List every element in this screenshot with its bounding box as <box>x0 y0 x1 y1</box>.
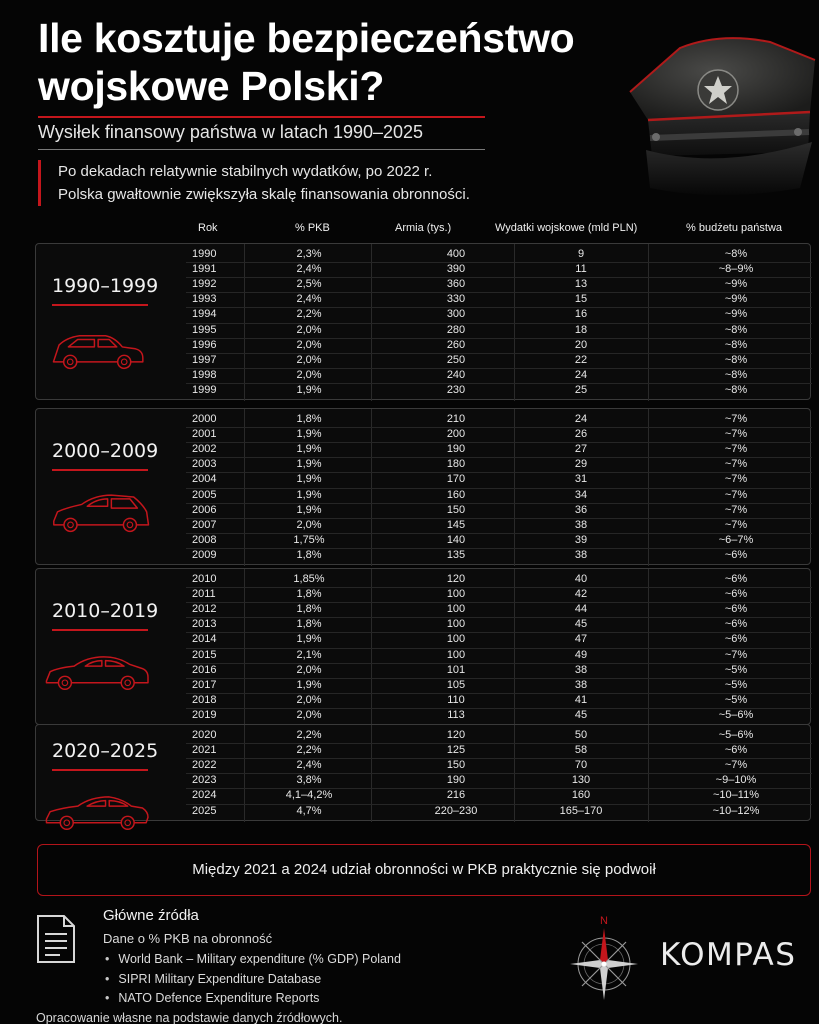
army-cell: 220–230 <box>434 804 478 817</box>
budget-cell: ~5% <box>724 693 748 706</box>
pkb-cell: 1,75% <box>293 533 325 546</box>
table-row <box>186 548 812 563</box>
decade-underline <box>52 469 148 471</box>
table-row <box>186 587 812 602</box>
year-cell: 2014 <box>192 633 217 646</box>
army-cell: 120 <box>446 729 466 741</box>
budget-cell: ~6% <box>724 744 748 757</box>
spending-cell: 15 <box>574 293 588 306</box>
table-row <box>186 617 812 632</box>
source-item: • World Bank – Military expenditure (% GDP) Poland <box>103 950 401 970</box>
pkb-cell: 1,9% <box>296 428 322 441</box>
document-icon <box>36 914 76 964</box>
pkb-cell: 1,9% <box>296 383 322 396</box>
budget-cell: ~7% <box>724 503 748 516</box>
spending-cell: 50 <box>574 729 588 741</box>
table-row <box>186 743 812 758</box>
year-cell: 1997 <box>192 353 217 366</box>
pkb-cell: 1,9% <box>296 473 322 486</box>
pkb-cell: 2,0% <box>296 518 322 531</box>
car-outline-icon <box>42 784 158 832</box>
pkb-cell: 2,0% <box>296 693 322 706</box>
table-row <box>186 758 812 773</box>
decade-label: 1990–1999 <box>52 274 159 297</box>
year-cell: 2007 <box>192 518 217 531</box>
car-outline-icon <box>48 319 152 373</box>
sources-subtitle: Dane o % PKB na obronność <box>103 931 273 946</box>
year-cell: 2021 <box>192 744 217 757</box>
army-cell: 101 <box>446 663 466 676</box>
spending-cell: 130 <box>571 774 591 787</box>
table-row <box>186 307 812 322</box>
year-cell: 1995 <box>192 323 217 336</box>
year-cell: 1993 <box>192 293 217 306</box>
table-row <box>186 412 812 427</box>
year-cell: 2020 <box>192 729 217 741</box>
spending-cell: 11 <box>575 263 587 276</box>
page-subtitle: Wysiłek finansowy państwa w latach 1990–2025 <box>38 122 424 142</box>
army-cell: 180 <box>446 458 466 471</box>
compass-icon <box>568 912 640 1002</box>
pkb-cell: 1,8% <box>296 548 322 561</box>
army-cell: 110 <box>447 693 465 706</box>
year-cell: 2002 <box>192 443 217 456</box>
budget-cell: ~6% <box>724 573 748 585</box>
budget-cell: ~8% <box>724 368 748 381</box>
budget-cell: ~8–9% <box>718 263 754 276</box>
budget-cell: ~9–10% <box>715 774 757 787</box>
army-cell: 230 <box>446 383 466 396</box>
army-cell: 145 <box>446 518 466 531</box>
table-row <box>186 533 812 548</box>
year-cell: 2017 <box>192 678 217 691</box>
spending-cell: 58 <box>574 744 588 757</box>
spending-cell: 160 <box>571 789 591 802</box>
decade-panel <box>35 243 811 400</box>
pkb-cell: 2,0% <box>296 353 322 366</box>
table-row <box>186 383 812 398</box>
intro-line1: Po dekadach relatywnie stabilnych wydatków, po 2022 r. <box>58 163 433 180</box>
car-outline-icon <box>48 484 158 536</box>
spending-cell: 45 <box>574 618 588 631</box>
budget-cell: ~5% <box>724 678 748 691</box>
pkb-cell: 1,9% <box>296 488 322 501</box>
brand-name: KOMPAS <box>660 937 797 973</box>
year-cell: 2004 <box>192 473 217 486</box>
decade-label: 2000–2009 <box>52 439 159 462</box>
year-cell: 2024 <box>192 789 217 802</box>
pkb-cell: 1,8% <box>296 413 322 425</box>
spending-cell: 22 <box>574 353 588 366</box>
army-cell: 300 <box>446 308 466 321</box>
army-cell: 390 <box>446 263 466 276</box>
table-row <box>186 693 812 708</box>
pkb-cell: 1,9% <box>296 503 322 516</box>
spending-cell: 45 <box>574 708 588 721</box>
army-cell: 150 <box>446 503 466 516</box>
budget-cell: ~6% <box>724 548 748 561</box>
spending-cell: 39 <box>574 533 588 546</box>
intro-text <box>58 160 470 206</box>
budget-cell: ~7% <box>724 759 748 772</box>
budget-cell: ~7% <box>724 428 748 441</box>
year-cell: 1994 <box>192 308 217 321</box>
table-row <box>186 678 812 693</box>
army-cell: 100 <box>446 588 466 601</box>
budget-cell: ~5–6% <box>718 729 754 741</box>
source-item: • NATO Defence Expenditure Reports <box>103 989 401 1009</box>
spending-cell: 47 <box>574 633 588 646</box>
budget-cell: ~7% <box>724 473 748 486</box>
army-cell: 160 <box>446 488 466 501</box>
pkb-cell: 1,9% <box>296 443 322 456</box>
decade-underline <box>52 304 148 306</box>
budget-cell: ~10–12% <box>712 804 760 817</box>
army-cell: 105 <box>446 678 466 691</box>
car-outline-icon <box>42 644 158 692</box>
budget-cell: ~6% <box>724 603 748 616</box>
pkb-cell: 1,9% <box>296 458 322 471</box>
budget-cell: ~7% <box>724 443 748 456</box>
budget-cell: ~6–7% <box>718 533 754 546</box>
army-cell: 360 <box>446 278 466 291</box>
budget-cell: ~10–11% <box>713 789 759 802</box>
pkb-cell: 2,5% <box>296 278 322 291</box>
table-header <box>0 222 819 238</box>
budget-cell: ~8% <box>724 248 748 260</box>
budget-cell: ~7% <box>724 518 748 531</box>
spending-cell: 24 <box>574 368 588 381</box>
year-cell: 2009 <box>192 548 217 561</box>
spending-cell: 34 <box>574 488 588 501</box>
pkb-cell: 2,3% <box>296 248 322 260</box>
decade-rows <box>186 409 812 566</box>
budget-cell: ~7% <box>724 648 748 661</box>
pkb-cell: 1,8% <box>296 588 322 601</box>
army-cell: 280 <box>446 323 466 336</box>
army-cell: 135 <box>446 548 466 561</box>
spending-cell: 18 <box>574 323 588 336</box>
spending-cell: 41 <box>574 693 588 706</box>
header-armia: Armia (tys.) <box>395 222 452 234</box>
pkb-cell: 1,85% <box>293 573 325 585</box>
pkb-cell: 1,9% <box>296 633 322 646</box>
table-row <box>186 247 812 262</box>
budget-cell: ~9% <box>724 308 748 321</box>
table-row <box>186 788 812 803</box>
budget-cell: ~5–6% <box>718 708 754 721</box>
year-cell: 2022 <box>192 759 217 772</box>
title-underline <box>38 116 485 118</box>
budget-cell: ~6% <box>724 618 748 631</box>
header-pkb: % PKB <box>295 222 330 234</box>
spending-cell: 44 <box>574 603 588 616</box>
table-row <box>186 292 812 307</box>
pkb-cell: 1,9% <box>296 678 322 691</box>
army-cell: 100 <box>446 618 466 631</box>
year-cell: 1998 <box>192 368 217 381</box>
army-cell: 120 <box>446 573 466 585</box>
budget-cell: ~6% <box>724 588 748 601</box>
spending-cell: 13 <box>574 278 588 291</box>
year-cell: 2012 <box>192 603 217 616</box>
spending-cell: 42 <box>574 588 588 601</box>
table-row <box>186 663 812 678</box>
year-cell: 1999 <box>192 383 217 396</box>
army-cell: 150 <box>446 759 466 772</box>
army-cell: 190 <box>446 443 466 456</box>
decade-rows <box>186 569 812 726</box>
table-row <box>186 427 812 442</box>
page-title-line1: Ile kosztuje bezpieczeństwo <box>38 15 575 61</box>
page-title-line2: wojskowe Polski? <box>38 63 385 109</box>
header-wydatki: Wydatki wojskowe (mld PLN) <box>495 222 638 234</box>
table-row <box>186 442 812 457</box>
spending-cell: 29 <box>574 458 588 471</box>
pkb-cell: 2,0% <box>296 708 322 721</box>
pkb-cell: 2,4% <box>296 263 322 276</box>
subtitle-underline <box>38 149 485 150</box>
army-cell: 125 <box>446 744 466 757</box>
decade-panel <box>35 568 811 725</box>
table-row <box>186 338 812 353</box>
spending-cell: 25 <box>574 383 588 396</box>
army-cell: 113 <box>447 708 465 721</box>
spending-cell: 38 <box>574 678 588 691</box>
budget-cell: ~9% <box>724 278 748 291</box>
table-row <box>186 602 812 617</box>
spending-cell: 70 <box>574 759 588 772</box>
pkb-cell: 3,8% <box>296 774 322 787</box>
spending-cell: 36 <box>574 503 588 516</box>
pkb-cell: 2,0% <box>296 338 322 351</box>
year-cell: 1992 <box>192 278 217 291</box>
table-row <box>186 488 812 503</box>
decade-panel <box>35 408 811 565</box>
pkb-cell: 2,2% <box>296 729 322 741</box>
army-cell: 216 <box>446 789 466 802</box>
year-cell: 2025 <box>192 804 217 817</box>
year-cell: 2011 <box>192 588 216 601</box>
pkb-cell: 1,8% <box>296 618 322 631</box>
decade-rows <box>186 725 812 822</box>
army-cell: 330 <box>446 293 466 306</box>
table-row <box>186 457 812 472</box>
spending-cell: 38 <box>574 663 588 676</box>
budget-cell: ~7% <box>724 488 748 501</box>
pkb-cell: 4,7% <box>296 804 322 817</box>
pkb-cell: 1,8% <box>296 603 322 616</box>
highlight-box: Między 2021 a 2024 udział obronności w PKB praktycznie się podwoił <box>37 844 811 896</box>
page-title <box>38 14 658 110</box>
year-cell: 2006 <box>192 503 217 516</box>
table-row <box>186 728 812 743</box>
decade-panel <box>35 724 811 821</box>
table-row <box>186 368 812 383</box>
pkb-cell: 2,0% <box>296 323 322 336</box>
table-row <box>186 804 812 819</box>
spending-cell: 24 <box>574 413 588 425</box>
army-cell: 260 <box>446 338 466 351</box>
table-row <box>186 708 812 723</box>
source-item: • SIPRI Military Expenditure Database <box>103 970 401 990</box>
year-cell: 2008 <box>192 533 217 546</box>
table-row <box>186 648 812 663</box>
pkb-cell: 2,4% <box>296 759 322 772</box>
army-cell: 190 <box>446 774 466 787</box>
budget-cell: ~8% <box>724 338 748 351</box>
decade-label: 2010–2019 <box>52 599 159 622</box>
army-cell: 100 <box>446 633 466 646</box>
spending-cell: 49 <box>574 648 588 661</box>
pkb-cell: 2,2% <box>296 744 322 757</box>
pkb-cell: 2,1% <box>296 648 322 661</box>
spending-cell: 16 <box>574 308 588 321</box>
year-cell: 2019 <box>192 708 217 721</box>
pkb-cell: 2,2% <box>296 308 322 321</box>
spending-cell: 9 <box>577 248 585 260</box>
budget-cell: ~5% <box>724 663 748 676</box>
year-cell: 2005 <box>192 488 217 501</box>
budget-cell: ~8% <box>724 383 748 396</box>
sources-list <box>103 950 401 1009</box>
spending-cell: 31 <box>574 473 588 486</box>
year-cell: 1990 <box>192 248 217 260</box>
spending-cell: 26 <box>574 428 588 441</box>
year-cell: 2013 <box>192 618 217 631</box>
year-cell: 1996 <box>192 338 217 351</box>
intro-accent-bar <box>38 160 41 206</box>
army-cell: 100 <box>446 603 466 616</box>
year-cell: 2000 <box>192 413 217 425</box>
army-cell: 240 <box>446 368 466 381</box>
spending-cell: 165–170 <box>559 804 603 817</box>
year-cell: 2016 <box>192 663 217 676</box>
pkb-cell: 4,1–4,2% <box>285 789 333 802</box>
budget-cell: ~8% <box>724 353 748 366</box>
army-cell: 210 <box>446 413 466 425</box>
spending-cell: 38 <box>574 548 588 561</box>
compass-north-letter: N <box>600 915 608 927</box>
spending-cell: 40 <box>574 573 588 585</box>
spending-cell: 27 <box>574 443 588 456</box>
budget-cell: ~8% <box>724 323 748 336</box>
table-row <box>186 353 812 368</box>
header-budzet: % budżetu państwa <box>686 222 783 234</box>
table-row <box>186 262 812 277</box>
year-cell: 2001 <box>192 428 217 441</box>
army-cell: 100 <box>446 648 466 661</box>
spending-cell: 38 <box>574 518 588 531</box>
year-cell: 2010 <box>192 573 217 585</box>
year-cell: 2003 <box>192 458 217 471</box>
pkb-cell: 2,0% <box>296 663 322 676</box>
table-row <box>186 277 812 292</box>
army-cell: 200 <box>446 428 466 441</box>
military-cap-illustration <box>620 20 819 200</box>
year-cell: 2018 <box>192 693 217 706</box>
year-cell: 2015 <box>192 648 217 661</box>
army-cell: 170 <box>446 473 466 486</box>
year-cell: 1991 <box>192 263 217 276</box>
table-row <box>186 632 812 647</box>
budget-cell: ~7% <box>724 413 748 425</box>
table-row <box>186 518 812 533</box>
year-cell: 2023 <box>192 774 217 787</box>
table-row <box>186 503 812 518</box>
footer-note: Opracowanie własne na podstawie danych źródłowych. <box>36 1011 343 1024</box>
decade-label: 2020–2025 <box>52 740 159 762</box>
decade-rows <box>186 244 812 401</box>
pkb-cell: 2,0% <box>296 368 322 381</box>
table-row <box>186 572 812 587</box>
table-row <box>186 472 812 487</box>
decade-underline <box>52 629 148 631</box>
decade-underline <box>52 769 148 771</box>
header-rok: Rok <box>198 222 218 234</box>
table-row <box>186 323 812 338</box>
budget-cell: ~7% <box>724 458 748 471</box>
army-cell: 250 <box>446 353 466 366</box>
army-cell: 400 <box>446 248 466 260</box>
budget-cell: ~9% <box>724 293 748 306</box>
sources-title: Główne źródła <box>103 907 199 924</box>
pkb-cell: 2,4% <box>296 293 322 306</box>
budget-cell: ~6% <box>724 633 748 646</box>
intro-line2: Polska gwałtownie zwiększyła skalę finansowania obronności. <box>58 186 470 203</box>
table-row <box>186 773 812 788</box>
spending-cell: 20 <box>574 338 588 351</box>
army-cell: 140 <box>446 533 466 546</box>
